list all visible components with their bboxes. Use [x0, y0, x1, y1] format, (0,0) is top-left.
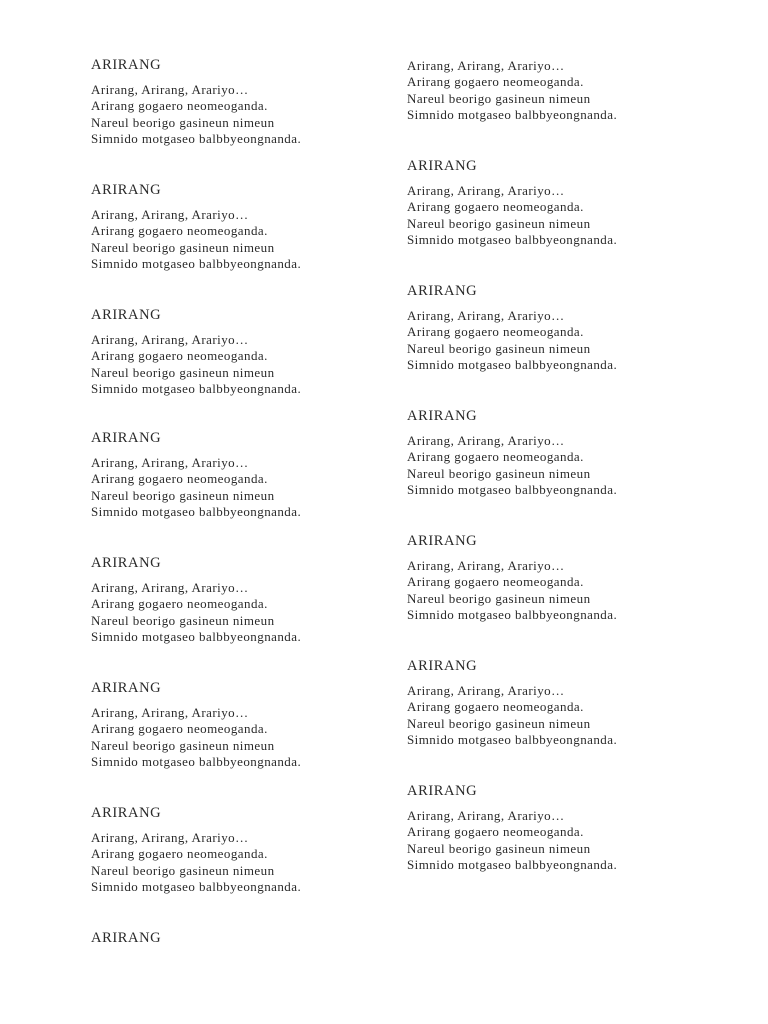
lyric-block: [91, 430, 301, 521]
lyric-line: Arirang, Arirang, Arariyo…: [407, 808, 565, 823]
lyric-line: Arirang, Arirang, Arariyo…: [91, 332, 249, 347]
lyric-block: [407, 408, 617, 499]
lyric-block: [91, 930, 161, 947]
lyric-line: Simnido motgaseo balbbyeongnanda.: [407, 357, 618, 373]
lyric-line: Arirang, Arirang, Arariyo…: [407, 183, 565, 198]
block-title: ARIRANG: [407, 283, 478, 299]
lyric-block: [407, 158, 617, 249]
block-title: ARIRANG: [91, 182, 162, 198]
block-title: ARIRANG: [407, 533, 478, 549]
lyric-line: Arirang gogaero neomeoganda.: [91, 471, 268, 487]
block-title: ARIRANG: [407, 158, 478, 174]
lyric-line: Nareul beorigo gasineun nimeun: [91, 487, 275, 503]
lyric-line: Arirang, Arirang, Arariyo…: [91, 207, 249, 222]
lyric-line: Nareul beorigo gasineun nimeun: [91, 114, 275, 130]
lyric-line: Nareul beorigo gasineun nimeun: [407, 840, 591, 856]
lyric-line: Arirang gogaero neomeoganda.: [407, 574, 584, 590]
lyric-line: Arirang gogaero neomeoganda.: [407, 199, 584, 215]
lyric-line: Nareul beorigo gasineun nimeun: [91, 239, 275, 255]
lyric-line: Nareul beorigo gasineun nimeun: [407, 590, 591, 606]
lyric-block: [407, 783, 617, 874]
lyric-line: Simnido motgaseo balbbyeongnanda.: [407, 857, 618, 873]
lyric-line: Arirang, Arirang, Arariyo…: [407, 58, 565, 73]
lyric-line: Arirang gogaero neomeoganda.: [91, 596, 268, 612]
lyric-block: [407, 283, 617, 374]
lyric-line: Arirang gogaero neomeoganda.: [407, 324, 584, 340]
lyric-line: Arirang gogaero neomeoganda.: [407, 699, 584, 715]
lyric-line: Arirang gogaero neomeoganda.: [91, 98, 268, 114]
lyric-line: Simnido motgaseo balbbyeongnanda.: [91, 879, 302, 895]
lyric-line: Nareul beorigo gasineun nimeun: [407, 215, 591, 231]
block-title: ARIRANG: [91, 680, 162, 696]
lyric-line: Simnido motgaseo balbbyeongnanda.: [91, 256, 302, 272]
lyric-line: Arirang gogaero neomeoganda.: [91, 846, 268, 862]
lyric-block: [407, 533, 617, 624]
lyric-line: Simnido motgaseo balbbyeongnanda.: [91, 131, 302, 147]
block-title: ARIRANG: [91, 57, 162, 73]
lyric-line: Simnido motgaseo balbbyeongnanda.: [407, 607, 618, 623]
lyric-line: Arirang, Arirang, Arariyo…: [91, 455, 249, 470]
lyric-block: [91, 805, 301, 896]
lyric-line: Arirang gogaero neomeoganda.: [91, 348, 268, 364]
block-title: ARIRANG: [407, 658, 478, 674]
lyric-line: Simnido motgaseo balbbyeongnanda.: [91, 754, 302, 770]
lyric-line: Arirang, Arirang, Arariyo…: [407, 683, 565, 698]
lyric-block: [91, 555, 301, 646]
lyric-line: Arirang gogaero neomeoganda.: [91, 721, 268, 737]
lyric-line: Nareul beorigo gasineun nimeun: [91, 862, 275, 878]
lyric-block: [91, 182, 301, 273]
block-title: ARIRANG: [91, 805, 162, 821]
lyric-block: [91, 680, 301, 771]
lyric-line: Simnido motgaseo balbbyeongnanda.: [91, 381, 302, 397]
lyric-line: Arirang gogaero neomeoganda.: [407, 449, 584, 465]
lyric-line: Arirang, Arirang, Arariyo…: [91, 82, 249, 97]
lyric-line: Nareul beorigo gasineun nimeun: [407, 340, 591, 356]
lyric-line: Arirang, Arirang, Arariyo…: [407, 308, 565, 323]
lyric-line: Nareul beorigo gasineun nimeun: [407, 90, 591, 106]
lyric-line: Arirang, Arirang, Arariyo…: [407, 558, 565, 573]
lyric-line: Arirang, Arirang, Arariyo…: [91, 830, 249, 845]
lyric-line: Nareul beorigo gasineun nimeun: [91, 737, 275, 753]
lyric-line: Arirang gogaero neomeoganda.: [91, 223, 268, 239]
lyric-line: Arirang gogaero neomeoganda.: [407, 74, 584, 90]
lyric-line: Arirang, Arirang, Arariyo…: [91, 705, 249, 720]
lyric-block: [91, 307, 301, 398]
lyric-line: Simnido motgaseo balbbyeongnanda.: [91, 504, 302, 520]
lyric-line: Arirang, Arirang, Arariyo…: [91, 580, 249, 595]
lyric-line: Simnido motgaseo balbbyeongnanda.: [407, 482, 618, 498]
lyric-line: Simnido motgaseo balbbyeongnanda.: [407, 107, 618, 123]
lyric-line: Nareul beorigo gasineun nimeun: [91, 364, 275, 380]
lyric-line: Nareul beorigo gasineun nimeun: [91, 612, 275, 628]
lyric-line: Nareul beorigo gasineun nimeun: [407, 465, 591, 481]
lyric-line: Simnido motgaseo balbbyeongnanda.: [91, 629, 302, 645]
block-title: ARIRANG: [91, 930, 162, 946]
lyric-block: [91, 57, 301, 148]
lyric-line: Nareul beorigo gasineun nimeun: [407, 715, 591, 731]
lyric-line: Arirang gogaero neomeoganda.: [407, 824, 584, 840]
block-title: ARIRANG: [91, 430, 162, 446]
lyric-line: Simnido motgaseo balbbyeongnanda.: [407, 732, 618, 748]
block-title: ARIRANG: [91, 555, 162, 571]
lyric-block: [407, 58, 617, 124]
lyric-line: Simnido motgaseo balbbyeongnanda.: [407, 232, 618, 248]
block-title: ARIRANG: [407, 408, 478, 424]
block-title: ARIRANG: [407, 783, 478, 799]
lyric-block: [407, 658, 617, 749]
lyric-line: Arirang, Arirang, Arariyo…: [407, 433, 565, 448]
block-title: ARIRANG: [91, 307, 162, 323]
